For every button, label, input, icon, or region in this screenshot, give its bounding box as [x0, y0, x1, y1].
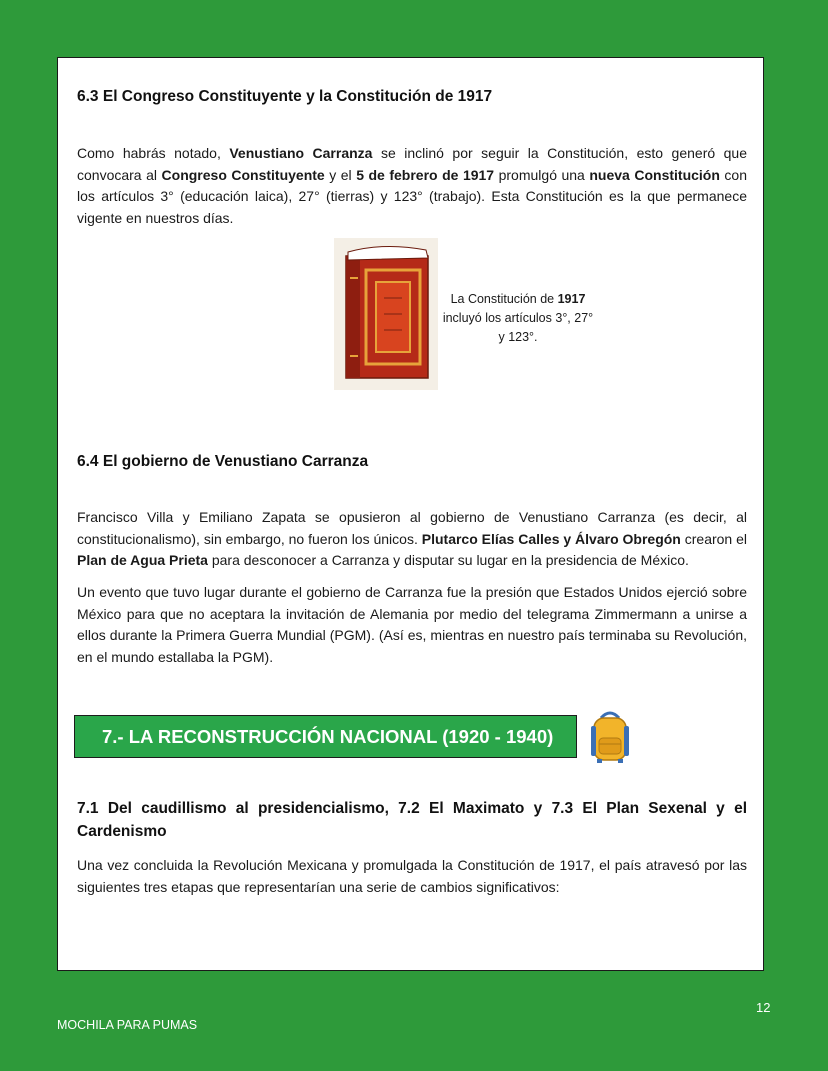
- heading-6-4: 6.4 El gobierno de Venustiano Carranza: [77, 453, 369, 470]
- footer-label: MOCHILA PARA PUMAS: [57, 1018, 198, 1032]
- constitution-book-image: [334, 238, 438, 390]
- paragraph-6-4-a: Francisco Villa y Emiliano Zapata se opusieron al gobierno de Venustiano Carranza (es decir, al constitucionalismo), sin embargo, no fueron los únicos. Plutarco Elías Calles y Álvaro Obregón crearon el Plan de Agua Prieta para desconocer a Carranza y disputar su lugar en la presidencia de México.: [77, 509, 748, 568]
- document-page: [57, 57, 764, 971]
- heading-7: 7.1 Del caudillismo al presidencialismo, 7.2 El Maximato y 7.3 El Plan Sexenal y el Cardenismo: [77, 800, 747, 840]
- page-number: 12: [756, 1000, 771, 1015]
- book-caption: La Constitución de 1917 incluyó los artículos 3°, 27° y 123°.: [442, 292, 594, 344]
- section-7-banner: 7.- LA RECONSTRUCCIÓN NACIONAL (1920 - 1940): [74, 715, 577, 758]
- paragraph-6-4-b: Un evento que tuvo lugar durante el gobierno de Carranza fue la presión que Estados Unidos ejerció sobre México para que no aceptara la invitación de Alemania por medio del telegrama Zimmermann a unirse a ellos durante la Primera Guerra Mundial (PGM). (Así es, mientras en nuestro país terminaba su Revolución, en el mundo estallaba la PGM).: [77, 584, 747, 665]
- paragraph-6-3: Como habrás notado, Venustiano Carranza se inclinó por seguir la Constitución, esto generó que convocara al Congreso Constituyente y el 5 de febrero de 1917 promulgó una nueva Constitución con los artículos 3° (educación laica), 27° (tierras) y 123° (trabajo). Esta Constitución es la que permanece vigente en nuestros días.: [77, 145, 748, 226]
- backpack-icon: [589, 708, 631, 764]
- paragraph-7: Una vez concluida la Revolución Mexicana y promulgada la Constitución de 1917, el país atravesó por las siguientes tres etapas que representarían una serie de cambios significativos:: [77, 857, 747, 895]
- heading-6-3: 6.3 El Congreso Constituyente y la Constitución de 1917: [77, 88, 493, 105]
